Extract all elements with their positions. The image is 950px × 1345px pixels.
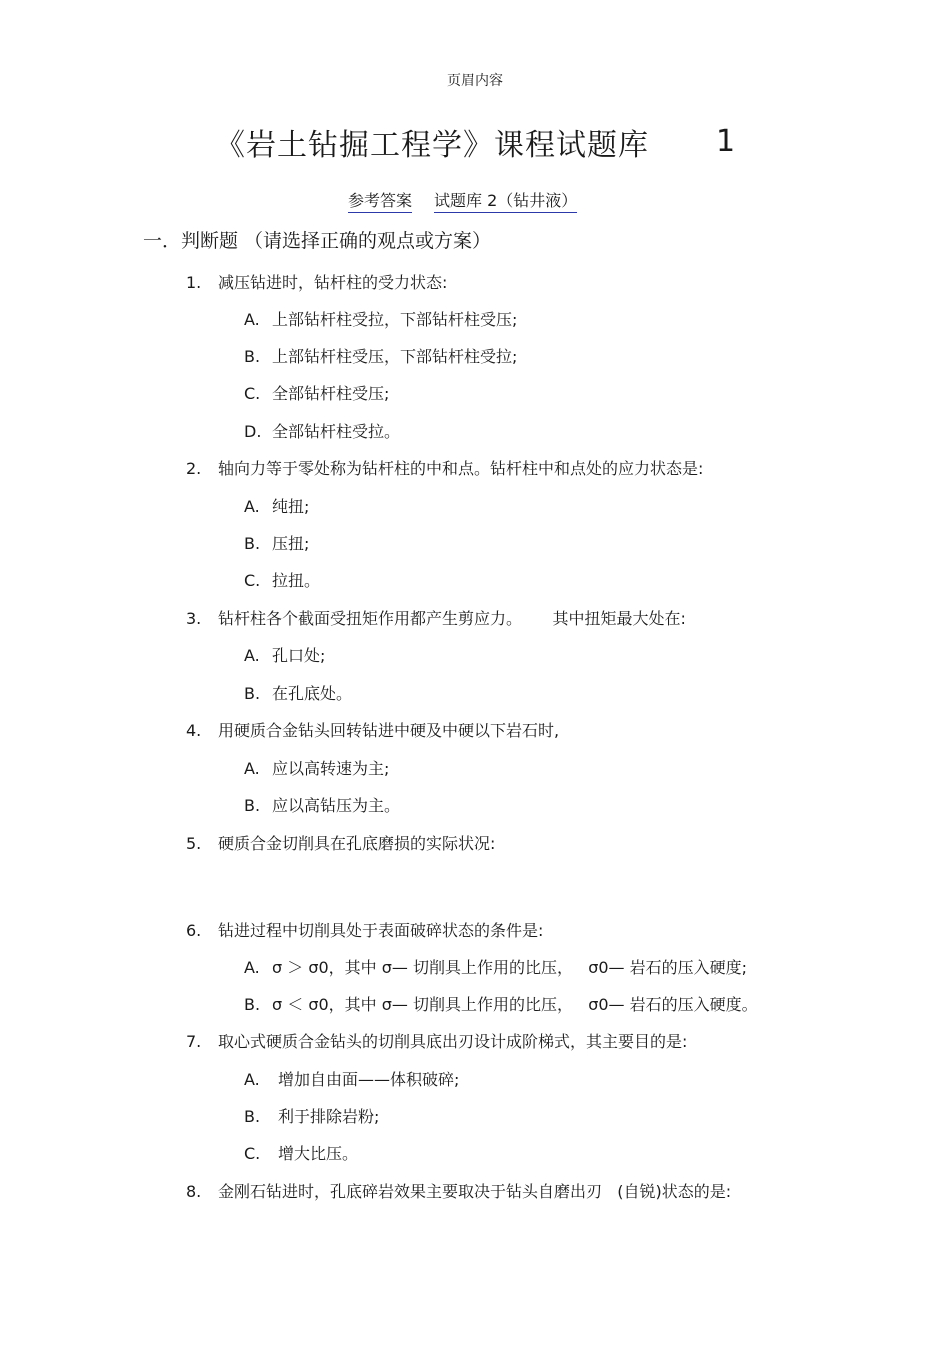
q1-option-a: A. 上部钻杆柱受拉，下部钻杆柱受压; [244,310,518,329]
question-text: 用硬质合金钻头回转钻进中硬及中硬以下岩石时, [218,721,560,740]
q4-option-a: A. 应以高转速为主; [244,759,390,778]
question-text: 轴向力等于零处称为钻杆柱的中和点。钻杆柱中和点处的应力状态是: [218,459,704,478]
question-number: 5. [186,834,202,853]
question-number: 1. [186,273,202,292]
q6-option-a: A. σ ＞ σ0，其中 σ— 切削具上作用的比压， σ0— 岩石的压入硬度; [244,958,748,977]
q2-option-a: A. 纯扭; [244,497,310,516]
document-title: 《岩土钻掘工程学》课程试题库 [215,128,649,163]
q1-option-b: B. 上部钻杆柱受压，下部钻杆柱受拉; [244,347,518,366]
question-number: 2. [186,459,202,478]
question-number: 3. [186,609,202,628]
q1-option-d: D. 全部钻杆柱受拉。 [244,422,401,441]
q1-option-c: C. 全部钻杆柱受压; [244,384,390,403]
q3-option-b: B. 在孔底处。 [244,684,353,703]
question-text: 减压钻进时，钻杆柱的受力状态: [218,273,448,292]
question-text: 钻杆柱各个截面受扭矩作用都产生剪应力。 其中扭矩最大处在: [218,609,686,628]
question-number: 6. [186,921,202,940]
question-number: 4. [186,721,202,740]
q7-option-c: C. 增大比压。 [244,1144,359,1163]
q7-option-b: B. 利于排除岩粉; [244,1107,380,1126]
q4-option-b: B. 应以高钻压为主。 [244,796,401,815]
q2-option-b: B. 压扭; [244,534,310,553]
question-text: 金刚石钻进时，孔底碎岩效果主要取决于钻头自磨出刃 (自锐)状态的是: [218,1182,732,1201]
q3-option-a: A. 孔口处; [244,646,326,665]
question-text: 钻进过程中切削具处于表面破碎状态的条件是: [218,921,544,940]
question-text: 取心式硬质合金钻头的切削具底出刃设计成阶梯式，其主要目的是: [218,1032,688,1051]
section-heading: 一．判断题 （请选择正确的观点或方案） [143,230,492,252]
question-4 [186,718,559,741]
page-header: 页眉内容 [447,73,503,89]
q2-option-c: C. 拉扭。 [244,571,321,590]
question-6 [186,918,543,941]
question-2 [186,456,703,479]
document-title-number: 1 [716,124,736,159]
question-3 [186,606,686,629]
question-number: 8. [186,1182,202,1201]
answer-link[interactable]: 参考答案 [348,188,412,213]
question-text: 硬质合金切削具在孔底磨损的实际状况: [218,834,496,853]
q7-option-a: A. 增加自由面——体积破碎; [244,1070,460,1089]
question-bank-2-link[interactable]: 试题库 2（钻井液） [434,188,577,213]
question-7 [186,1029,687,1052]
question-8 [186,1179,731,1202]
question-number: 7. [186,1032,202,1051]
question-5 [186,831,495,854]
question-1 [186,270,447,293]
q6-option-b: B. σ ＜ σ0，其中 σ— 切削具上作用的比压， σ0— 岩石的压入硬度。 [244,995,758,1014]
